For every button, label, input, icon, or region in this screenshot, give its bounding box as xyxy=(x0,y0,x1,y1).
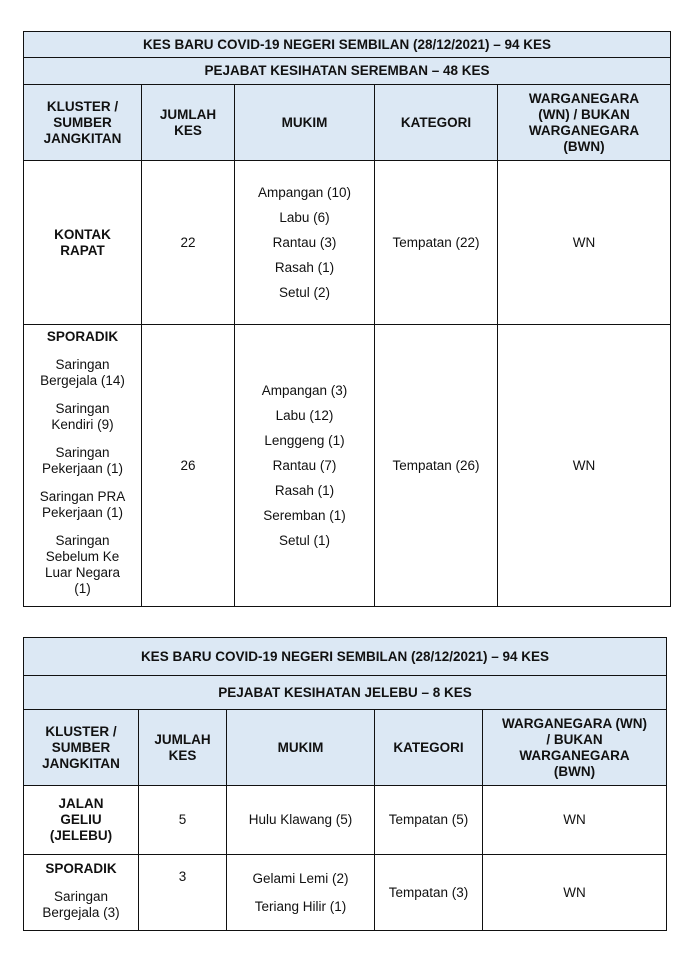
table-row xyxy=(24,161,671,325)
jumlah-cell: 3 xyxy=(139,855,227,931)
kategori-cell: Tempatan (26) xyxy=(375,325,498,607)
kategori-cell: Tempatan (3) xyxy=(375,855,483,931)
warga-cell: WN xyxy=(498,161,671,325)
jelebu-cases-table xyxy=(23,637,667,931)
kategori-cell: Tempatan (22) xyxy=(375,161,498,325)
mukim-cell: Ampangan (10) Labu (6) Rantau (3) Rasah (1) Setul (2) xyxy=(235,161,375,325)
table-row xyxy=(24,855,667,931)
jumlah-cell: 22 xyxy=(142,161,235,325)
header-warga: WARGANEGARA (WN) / BUKAN WARGANEGARA (BWN) xyxy=(483,710,667,786)
table-row xyxy=(24,325,671,607)
header-kluster: KLUSTER / SUMBER JANGKITAN xyxy=(24,710,139,786)
header-kluster: KLUSTER / SUMBER JANGKITAN xyxy=(24,85,142,161)
kluster-cell: SPORADIK Saringan Bergejala (3) xyxy=(24,855,139,931)
table-title: KES BARU COVID-19 NEGERI SEMBILAN (28/12/2021) – 94 KES xyxy=(24,638,667,676)
seremban-cases-table xyxy=(23,31,671,607)
table-subtitle: PEJABAT KESIHATAN SEREMBAN – 48 KES xyxy=(24,58,671,85)
mukim-cell: Hulu Klawang (5) xyxy=(227,786,375,855)
header-jumlah: JUMLAH KES xyxy=(142,85,235,161)
header-mukim: MUKIM xyxy=(235,85,375,161)
kluster-cell: JALAN GELIU (JELEBU) xyxy=(24,786,139,855)
header-kategori: KATEGORI xyxy=(375,85,498,161)
jumlah-cell: 26 xyxy=(142,325,235,607)
header-jumlah: JUMLAH KES xyxy=(139,710,227,786)
warga-cell: WN xyxy=(483,855,667,931)
jumlah-cell: 5 xyxy=(139,786,227,855)
kluster-cell: KONTAK RAPAT xyxy=(24,161,142,325)
table-row xyxy=(24,786,667,855)
table-subtitle: PEJABAT KESIHATAN JELEBU – 8 KES xyxy=(24,676,667,710)
warga-cell: WN xyxy=(498,325,671,607)
mukim-cell: Ampangan (3) Labu (12) Lenggeng (1) Rantau (7) Rasah (1) Seremban (1) Setul (1) xyxy=(235,325,375,607)
kategori-cell: Tempatan (5) xyxy=(375,786,483,855)
header-mukim: MUKIM xyxy=(227,710,375,786)
warga-cell: WN xyxy=(483,786,667,855)
header-warga: WARGANEGARA (WN) / BUKAN WARGANEGARA (BWN) xyxy=(498,85,671,161)
kluster-cell: SPORADIK Saringan Bergejala (14) Saringan Kendiri (9) Saringan Pekerjaan (1) Saringan PRA Pekerjaan (1) Saringan Sebelum Ke Luar Negara (1) xyxy=(24,325,142,607)
table-title: KES BARU COVID-19 NEGERI SEMBILAN (28/12/2021) – 94 KES xyxy=(24,32,671,58)
header-kategori: KATEGORI xyxy=(375,710,483,786)
mukim-cell: Gelami Lemi (2) Teriang Hilir (1) xyxy=(227,855,375,931)
